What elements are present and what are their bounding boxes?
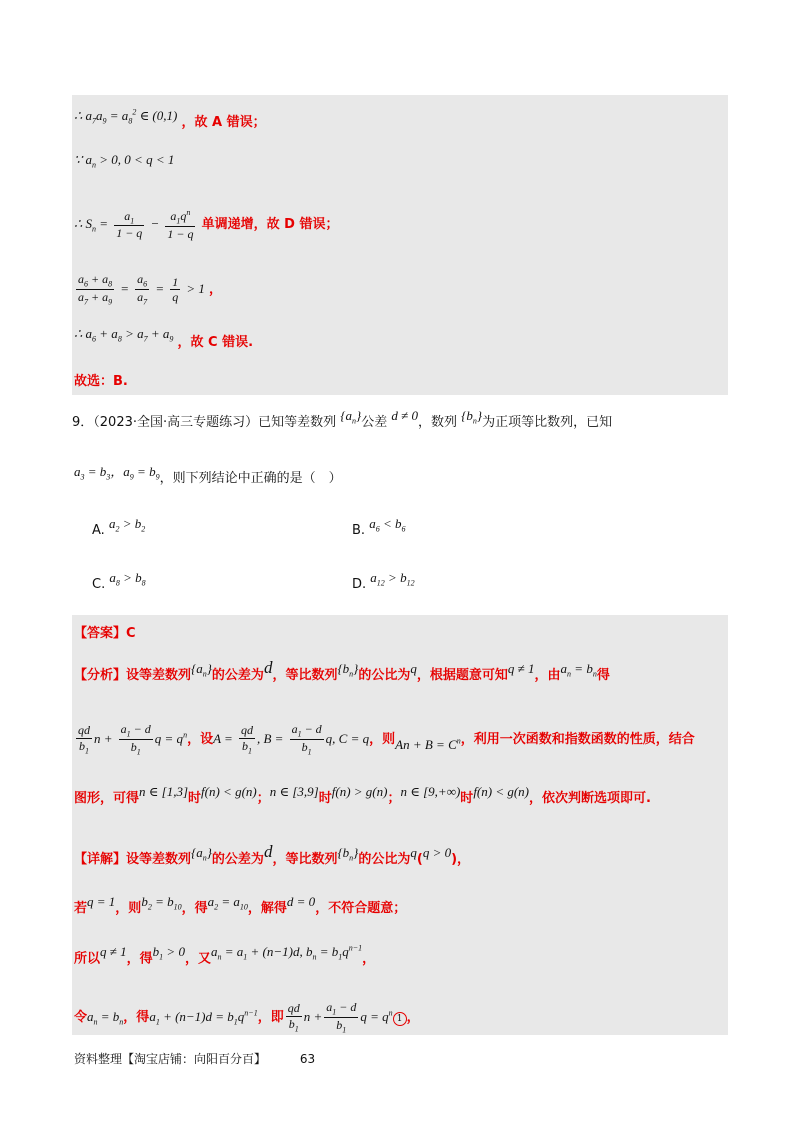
detail-text: ，则	[115, 901, 142, 916]
question-source: （2023·全国·高三专题练习）	[93, 415, 259, 430]
formula: d	[263, 842, 273, 861]
formula: ∴ $a_6 + a_8 > a_7 + a_9$	[74, 326, 174, 344]
detail-text: ，即	[257, 1009, 284, 1025]
fraction: $\frac{a_1}{1 - q}$	[116, 208, 143, 241]
previous-solution-block	[72, 95, 728, 395]
detail-line-4: 令$a_n = b_n$，得$a_1 + (n-1)d = b_1q^{n-1}$，即 $\frac{qd}{b_1}$ n + $\frac{a_1 - d}{b_1}$ $q = q^n1$ ，	[74, 1000, 420, 1035]
formula: q	[410, 661, 417, 676]
analysis-text: ，利用一次函数和指数函数的性质，结合	[460, 731, 695, 747]
detail-text: 的公比为	[358, 852, 411, 867]
formula: n ∈ [9,+∞)	[400, 784, 461, 799]
answer-label	[74, 626, 136, 642]
page-number: 63	[299, 1052, 316, 1066]
formula: $\{b_n\}$	[337, 845, 359, 863]
formula: n ∈ [1,3]	[139, 784, 189, 799]
prev-line-3: ∴ $S_n$ = $\frac{a_1}{1 - q}$ − $\frac{a_1q^n}{1 - q}$ 单调递增，故 D 错误；	[74, 208, 339, 241]
analysis-text: ；	[387, 791, 401, 806]
fraction: $\frac{a_6 + a_8}{a_7 + a_9}$	[78, 272, 113, 307]
prev-line-4-text: ，	[209, 281, 223, 297]
detail-text: 若	[74, 901, 88, 916]
answer-text: 【答案】C	[74, 626, 136, 641]
formula: q	[410, 845, 417, 860]
formula: ∴ $S_n$ =	[74, 216, 109, 234]
prev-line-2	[74, 152, 174, 170]
formula: $a_3 = b_3$，$a_9 = b_9$	[74, 464, 160, 482]
detail-text: ，得	[181, 901, 208, 916]
option-a[interactable]	[92, 516, 146, 540]
detail-line-3	[74, 944, 376, 969]
formula: f(n) < g(n)	[201, 784, 257, 799]
prev-line-4: $\frac{a_6 + a_8}{a_7 + a_9}$ = $\frac{a_6}{a_7}$ = $\frac{1}{q}$ > 1 ，	[78, 272, 223, 307]
circled-one-icon: 1	[393, 1012, 407, 1026]
fraction: $\frac{a_1 - d}{b_1}$	[326, 1000, 357, 1035]
prev-line-5-text: ，故 C 错误.	[177, 335, 254, 350]
detail-text: ，得	[126, 951, 153, 967]
analysis-text: ；	[256, 791, 270, 806]
option-b[interactable]	[352, 516, 406, 540]
fraction: $\frac{a_1q^n}{1 - q}$	[167, 208, 194, 241]
formula: $a_2 > b_2$	[108, 516, 146, 534]
fraction: $\frac{a_1 - d}{b_1}$	[291, 722, 322, 757]
analysis-text: ，由	[534, 668, 561, 683]
question-number: 9．	[72, 415, 94, 430]
detail-text: ，又	[184, 951, 211, 967]
prev-line-1	[74, 108, 266, 131]
analysis-text: 得	[596, 668, 610, 683]
formula: d ≠ 0	[391, 408, 418, 423]
formula: $b_2 = b_{10}$	[141, 894, 182, 912]
formula: $a_1 + (n-1)d = b_1q^{n-1}$	[149, 1008, 258, 1027]
formula: f(n) < g(n)	[473, 784, 530, 799]
formula: q ≠ 1	[507, 661, 535, 676]
formula: q = 1	[87, 894, 116, 909]
formula: ∴ $a_7a_9 = a_8^2$ ∈ (0,1)	[74, 108, 178, 126]
option-label: C.	[92, 577, 106, 592]
option-label: A.	[92, 523, 105, 538]
formula: $a_n = a_1 + (n-1)d$, $b_n = b_1q^{n-1}$	[210, 944, 363, 962]
formula: $a_{12} > b_{12}$	[370, 570, 415, 588]
formula: d = 0	[286, 894, 316, 909]
fraction: $\frac{qd}{b_1}$	[240, 723, 253, 756]
prev-line-3-text: 单调递增，故 D 错误；	[201, 217, 339, 233]
analysis-text: ，根据题意可知	[416, 668, 508, 683]
formula: q > 0	[422, 845, 452, 860]
footer-text: 资料整理【淘宝店铺：向阳百分百】	[74, 1052, 267, 1066]
detail-text: ，	[362, 951, 376, 967]
analysis-text: 时	[318, 791, 332, 806]
analysis-text: 【分析】设等差数列	[74, 668, 192, 683]
analysis-text: 时	[460, 791, 474, 806]
analysis-text: 的公比为	[358, 668, 411, 683]
detail-line-1	[74, 842, 471, 869]
option-label: B.	[352, 523, 366, 538]
question-text: 已知等差数列	[258, 415, 337, 430]
detail-text: 【详解】设等差数列	[74, 852, 192, 867]
analysis-text: ，则	[369, 731, 396, 747]
detail-text: ，得	[123, 1009, 150, 1025]
formula: q ≠ 1	[100, 944, 127, 960]
fraction: $\frac{a_1 - d}{b_1}$	[120, 722, 151, 757]
formula: $a_2 = a_{10}$	[207, 894, 248, 912]
formula: $a_8 > b_8$	[109, 570, 146, 588]
question-text: 公差	[361, 415, 388, 430]
analysis-text: ，等比数列	[272, 668, 338, 683]
prev-choice	[74, 374, 128, 390]
question-9-line-2	[74, 464, 342, 488]
analysis-line-3	[74, 784, 651, 807]
formula: $\{b_n\}$	[337, 661, 359, 679]
prev-line-5	[74, 326, 254, 350]
option-label: D.	[352, 577, 367, 592]
question-text: ，则下列结论中正确的是（ ）	[159, 471, 342, 486]
analysis-text: ，依次判断选项即可.	[529, 791, 651, 806]
question-text: ，数列	[418, 415, 458, 430]
detail-text: ，解得	[247, 901, 287, 916]
analysis-text: 图形，可得	[74, 791, 140, 806]
formula: $b_1 > 0$	[152, 944, 185, 962]
detail-line-2	[74, 894, 407, 918]
formula: d	[263, 658, 273, 677]
formula: f(n) > g(n)	[331, 784, 388, 799]
analysis-text: ，设	[187, 731, 214, 747]
detail-text: )，	[451, 852, 471, 867]
detail-text: ，	[406, 1009, 420, 1025]
formula: $\{a_n\}$	[191, 845, 212, 863]
fraction: $\frac{1}{q}$	[172, 274, 179, 304]
formula: $\{b_n\}$	[461, 408, 483, 426]
detail-text: ，等比数列	[272, 852, 338, 867]
prev-line-1-text: ，故 A 错误；	[181, 115, 266, 131]
fraction: $\frac{a_6}{a_7}$	[137, 272, 148, 307]
detail-text: 令	[74, 1009, 88, 1025]
formula: n ∈ [3,9]	[269, 784, 319, 799]
analysis-text: 时	[188, 791, 202, 806]
formula: ∵ $a_n > 0$, 0 < q < 1	[74, 152, 175, 170]
detail-text: ，不符合题意；	[315, 901, 407, 916]
formula: $a_6 < b_6$	[369, 516, 406, 534]
fraction: $\frac{qd}{b_1}$	[287, 1001, 300, 1034]
formula: $a_n = b_n$	[87, 1008, 124, 1027]
analysis-text: 的公差为	[211, 668, 264, 683]
detail-text: 所以	[74, 951, 101, 967]
footer	[74, 1050, 315, 1067]
detail-text: (	[416, 852, 423, 867]
detail-text: 的公差为	[211, 852, 264, 867]
formula: $\{a_n\}$	[191, 661, 212, 679]
formula: $a_n = b_n$	[560, 661, 597, 679]
fraction: $\frac{qd}{b_1}$	[78, 723, 90, 756]
question-text: 为正项等比数列，已知	[482, 415, 613, 430]
analysis-line-2: $\frac{qd}{b_1}$ n + $\frac{a_1 - d}{b_1}$ $q = q^n$，设A = $\frac{qd}{b_1}$ , B = $\frac{a_1 - d}{b_1}$ q, C = q，则$An + B = C^n$，利用一次函数和指数函数的性质，结合	[78, 722, 695, 757]
choice-text: 故选：B.	[74, 374, 128, 389]
question-9-line-1	[72, 408, 613, 432]
option-c[interactable]	[92, 570, 146, 594]
analysis-line-1	[74, 658, 610, 685]
formula: $\{a_n\}$	[340, 408, 362, 426]
option-d[interactable]	[352, 570, 415, 594]
